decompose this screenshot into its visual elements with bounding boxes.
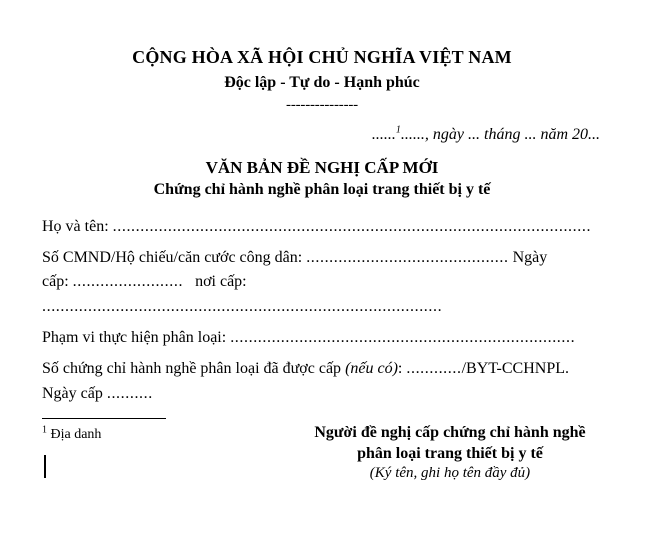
field-classification-scope <box>42 326 602 350</box>
signature-line-2: phân loại trang thiết bị y tế <box>357 445 543 463</box>
heading-divider: --------------- <box>286 96 358 113</box>
id-number-label: Số CMND/Hộ chiếu/căn cước công dân: <box>42 249 303 267</box>
footnote <box>42 426 442 444</box>
national-heading: CỘNG HÒA XÃ HỘI CHỦ NGHĨA VIỆT NAM <box>132 47 512 67</box>
field-existing-certificate <box>42 357 602 406</box>
full-name-leader[interactable]: ........................................................................................................ <box>112 217 592 235</box>
date-line <box>42 126 602 144</box>
field-id-number <box>42 246 602 319</box>
footnote-text: Địa danh <box>50 427 102 442</box>
footnote-marker: 1 <box>42 424 47 436</box>
existing-certificate-colon: : <box>397 360 403 378</box>
issue-date-leader[interactable]: ........................ <box>72 273 184 291</box>
issue-place-label: nơi cấp: <box>195 273 247 291</box>
national-subheading: Độc lập - Tự do - Hạnh phúc <box>224 73 420 91</box>
document-body <box>42 46 602 482</box>
footnote-separator <box>42 418 166 419</box>
document-subtitle: Chứng chỉ hành nghề phân loại trang thiết bị y tế <box>153 180 491 198</box>
date-line-prefix: ...... <box>371 125 396 143</box>
footnote-area <box>42 418 442 444</box>
signature-instruction: (Ký tên, ghi họ tên đầy đủ) <box>369 465 531 482</box>
date-footnote-marker: 1 <box>395 124 401 136</box>
signature-line-1: Người đề nghị cấp chứng chỉ hành nghề <box>314 423 586 441</box>
issue-date-label: cấp: <box>42 273 69 291</box>
full-name-label: Họ và tên: <box>42 217 109 235</box>
id-number-trailing-label: Ngày <box>512 249 548 267</box>
existing-certificate-note: (nếu có) <box>345 360 398 378</box>
certificate-issue-date-label: Ngày cấp <box>42 384 103 402</box>
classification-scope-leader[interactable]: ........................................................................... <box>230 329 576 347</box>
certificate-issue-date-leader[interactable]: .......... <box>106 384 153 402</box>
date-line-suffix: ......, ngày ... tháng ... năm 20... <box>400 125 600 143</box>
existing-certificate-code: /BYT-CCHNPL. <box>461 360 570 378</box>
id-number-leader[interactable]: ............................................ <box>306 249 509 267</box>
existing-certificate-leader[interactable]: ............ <box>406 360 462 378</box>
document-title: VĂN BẢN ĐỀ NGHỊ CẤP MỚI <box>205 157 439 177</box>
issue-place-leader[interactable]: ....................................................................................... <box>42 297 443 315</box>
form-fields <box>42 215 602 406</box>
field-full-name <box>42 215 602 239</box>
existing-certificate-label: Số chứng chỉ hành nghề phân loại đã được cấp <box>42 360 342 378</box>
text-cursor <box>44 455 46 478</box>
classification-scope-label: Phạm vi thực hiện phân loại: <box>42 329 227 347</box>
